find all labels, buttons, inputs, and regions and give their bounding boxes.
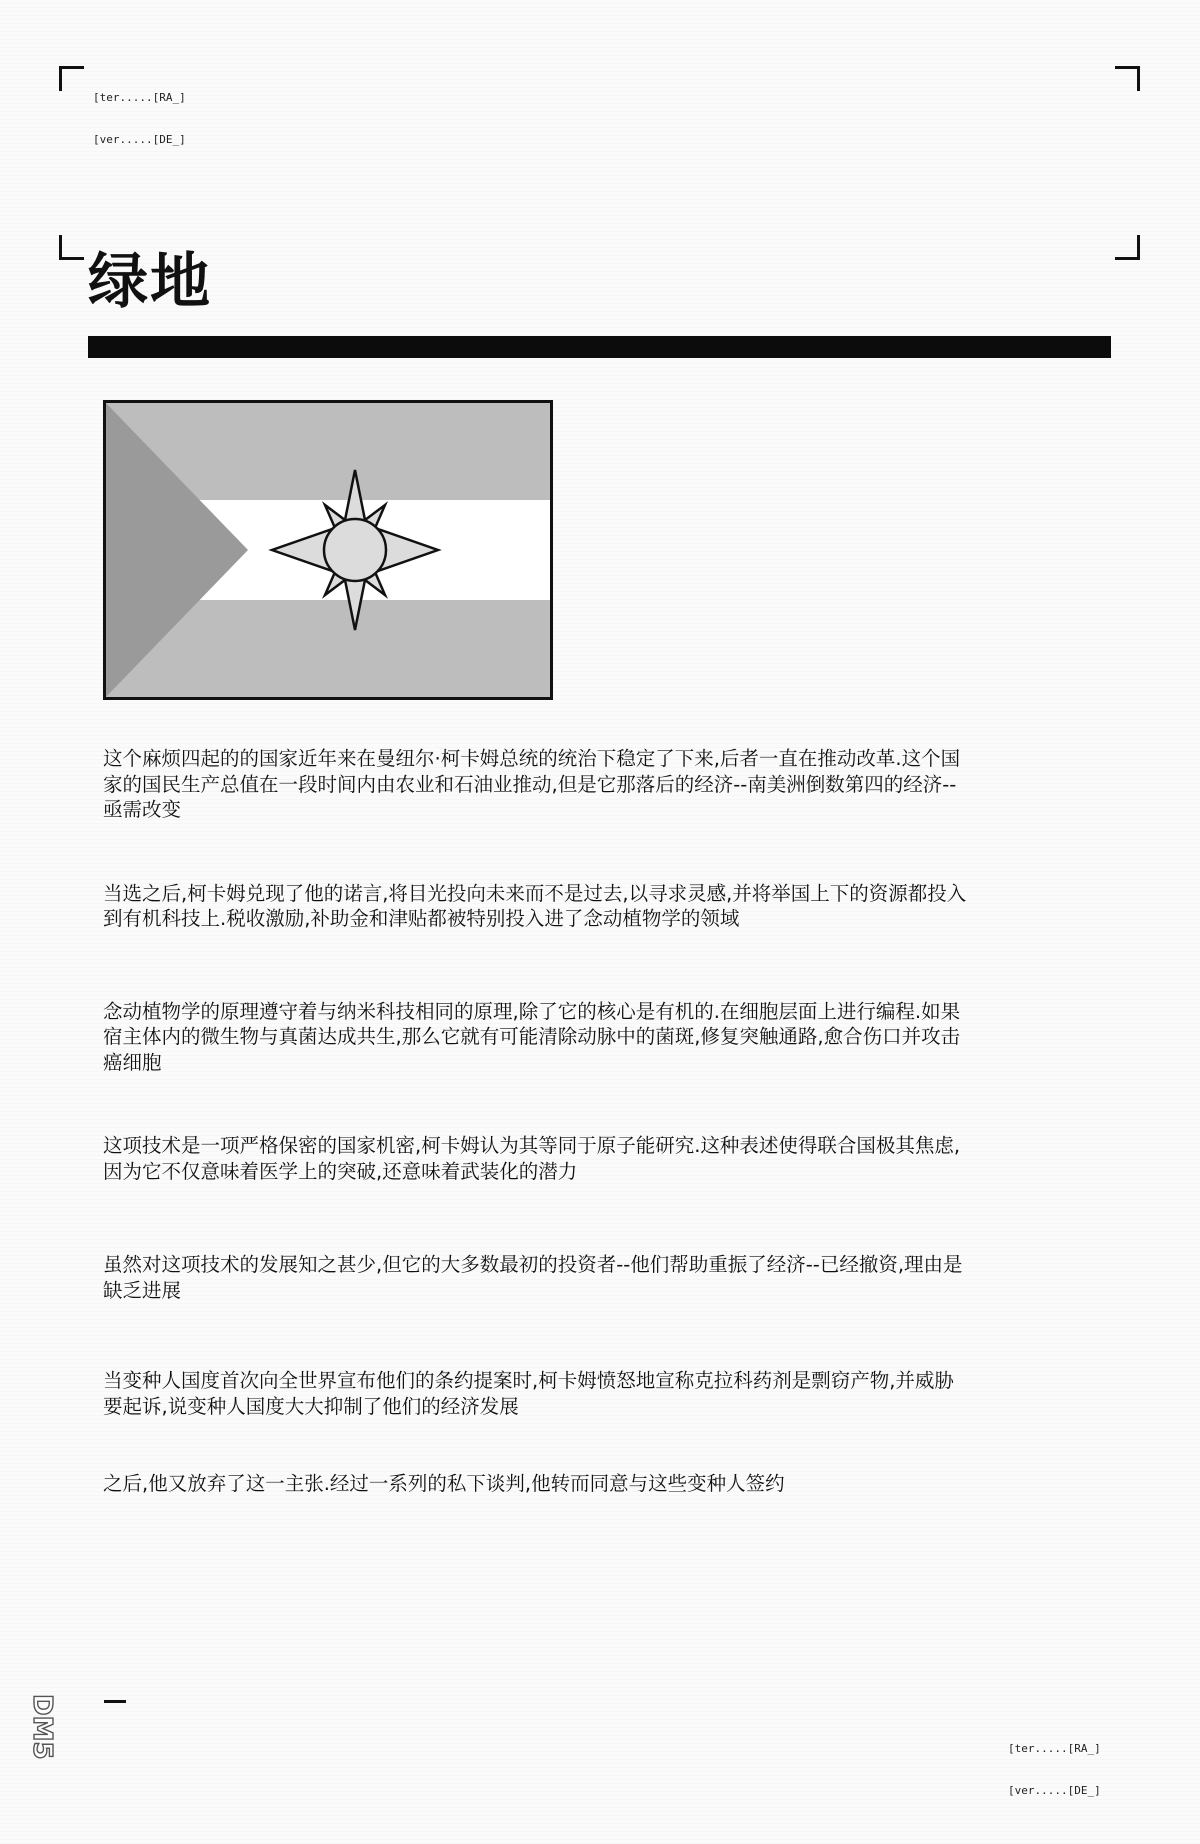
header-code-tag xyxy=(93,63,186,175)
paragraph-5: 虽然对这项技术的发展知之甚少,但它的大多数最初的投资者--他们帮助重振了经济--已经撤资,理由是缺乏进展 xyxy=(103,1253,963,1302)
watermark-logo-text: DM5 xyxy=(27,1694,57,1760)
paragraph-1: 这个麻烦四起的的国家近年来在曼纽尔·柯卡姆总统的统治下稳定了下来,后者一直在推动改革.这个国家的国民生产总值在一段时间内由农业和石油业推动,但是它那落后的经济--南美洲倒数第四的经济--亟需改变 xyxy=(103,747,961,821)
paragraph-6: 当变种人国度首次向全世界宣布他们的条约提案时,柯卡姆愤怒地宣称克拉科药剂是剽窃产物,并威胁要起诉,说变种人国度大大抑制了他们的经济发展 xyxy=(103,1369,954,1418)
page-dash-mark xyxy=(104,1700,126,1703)
paragraph-4: 这项技术是一项严格保密的国家机密,柯卡姆认为其等同于原子能研究.这种表述使得联合国极其焦虑,因为它不仅意味着医学上的突破,还意味着武装化的潜力 xyxy=(103,1134,961,1183)
header-code-line-1: [ter.....[RA_] xyxy=(93,91,186,104)
frame-corner-top-right xyxy=(1115,66,1140,91)
footer-code-line-1: [ter.....[RA_] xyxy=(1008,1742,1101,1755)
dm5-watermark-logo xyxy=(12,1690,57,1830)
paragraph-3: 念动植物学的原理遵守着与纳米科技相同的原理,除了它的核心是有机的.在细胞层面上进行编程.如果宿主体内的微生物与真菌达成共生,那么它就有可能清除动脉中的菌斑,修复突触通路,愈合伤口并攻击癌细胞 xyxy=(103,999,961,1074)
paragraph-7: 之后,他又放弃了这一主张.经过一系列的私下谈判,他转而同意与这些变种人签约 xyxy=(103,1472,785,1495)
page-title: 绿地 xyxy=(88,247,212,317)
header-code-line-2: [ver.....[DE_] xyxy=(93,133,186,146)
footer-code-tag xyxy=(1008,1714,1101,1826)
footer-code-line-2: [ver.....[DE_] xyxy=(1008,1784,1101,1797)
national-flag-image xyxy=(103,400,553,700)
frame-corner-top-left xyxy=(59,66,84,91)
emblem-sun-disc xyxy=(324,519,386,581)
body-text xyxy=(103,746,973,1497)
paragraph-2: 当选之后,柯卡姆兑现了他的诺言,将目光投向未来而不是过去,以寻求灵感,并将举国上下的资源都投入到有机科技上.税收激励,补助金和津贴都被特别投入进了念动植物学的领域 xyxy=(103,881,967,930)
frame-corner-bottom-right xyxy=(1115,235,1140,260)
title-underline-bar xyxy=(88,336,1111,358)
frame-corner-bottom-left xyxy=(59,235,84,260)
